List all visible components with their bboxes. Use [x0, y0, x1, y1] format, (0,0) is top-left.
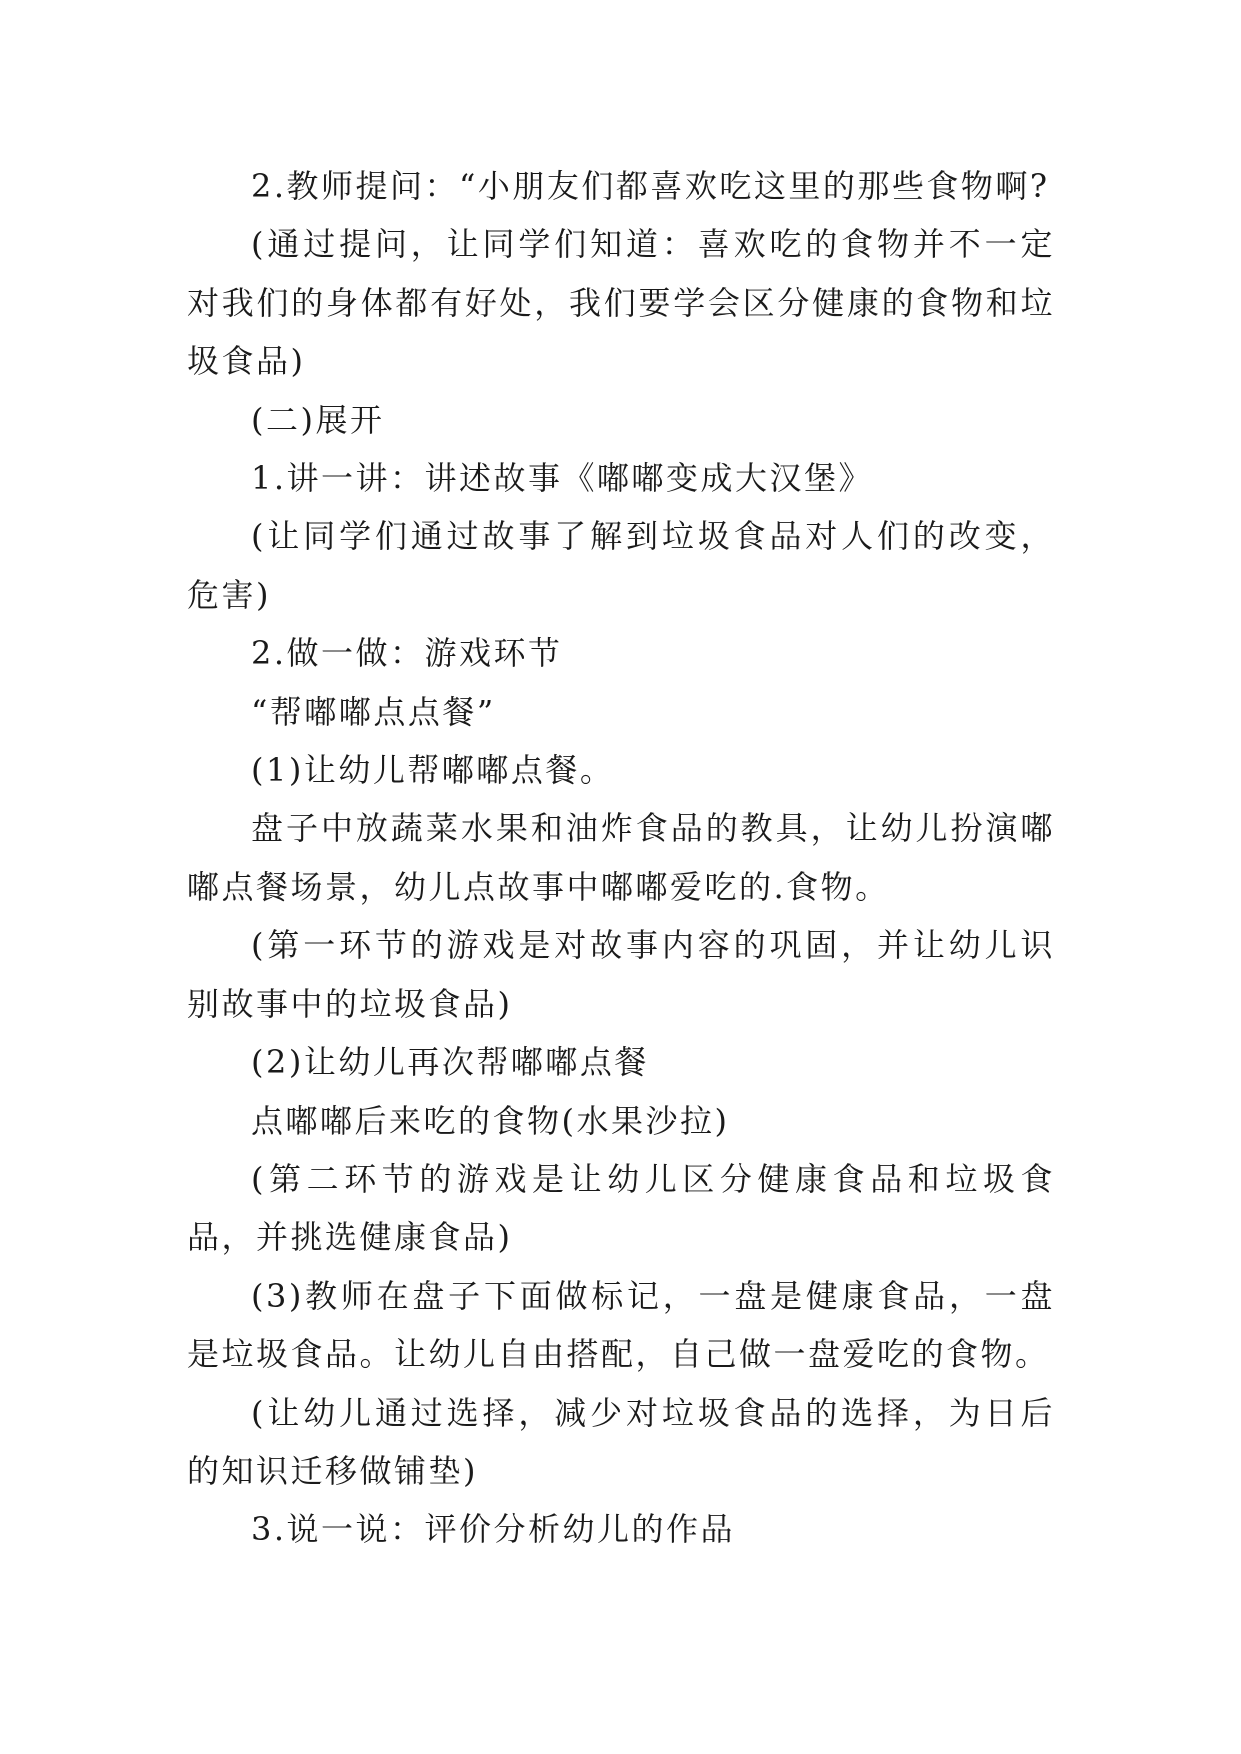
section-heading-expand: (二)展开	[251, 400, 385, 439]
paragraph-step-3: (3)教师在盘子下面做标记，一盘是健康食品，一盘是垃圾食品。让幼儿自由搭配，自己做一盘爱吃的食物。	[187, 1276, 1055, 1374]
paragraph-story-telling: 1.讲一讲：讲述故事《嘟嘟变成大汉堡》	[251, 459, 874, 498]
paragraph-step-1-purpose: (第一环节的游戏是对故事内容的巩固，并让幼儿识别故事中的垃圾食品)	[187, 926, 1055, 1023]
paragraph-story-purpose: (让同学们通过故事了解到垃圾食品对人们的改变，危害)	[187, 517, 1055, 614]
paragraph-step-2-purpose: (第二环节的游戏是让幼儿区分健康食品和垃圾食品，并挑选健康食品)	[187, 1159, 1055, 1257]
paragraph-teacher-question: 2.教师提问：“小朋友们都喜欢吃这里的那些食物啊?	[251, 167, 1050, 205]
paragraph-evaluation: 3.说一说：评价分析幼儿的作品	[251, 1510, 736, 1549]
paragraph-step-1: (1)让幼儿帮嘟嘟点餐。	[251, 751, 615, 790]
paragraph-step-1-detail: 盘子中放蔬菜水果和油炸食品的教具，让幼儿扮演嘟嘟点餐场景，幼儿点故事中嘟嘟爱吃的.食物。	[187, 809, 1055, 906]
paragraph-step-2: (2)让幼儿再次帮嘟嘟点餐	[251, 1043, 649, 1082]
document-body	[187, 157, 1055, 1559]
paragraph-game-activity: 2.做一做：游戏环节	[251, 634, 563, 673]
paragraph-step-2-detail: 点嘟嘟后来吃的食物(水果沙拉)	[251, 1101, 730, 1140]
paragraph-question-purpose: (通过提问，让同学们知道：喜欢吃的食物并不一定对我们的身体都有好处，我们要学会区分健康的食物和垃圾食品)	[187, 225, 1055, 381]
paragraph-game-title: “帮嘟嘟点点餐”	[251, 692, 496, 731]
paragraph-step-3-purpose: (让幼儿通过选择，减少对垃圾食品的选择，为日后的知识迁移做铺垫)	[187, 1393, 1055, 1490]
